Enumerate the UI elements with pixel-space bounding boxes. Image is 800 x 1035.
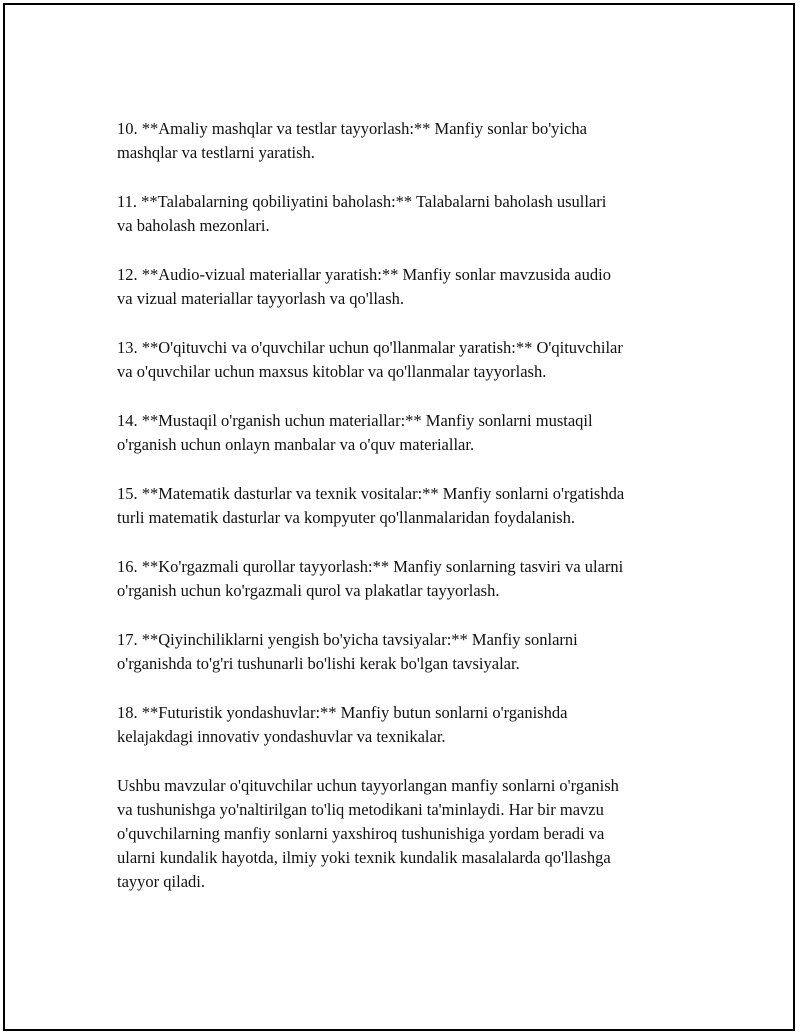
summary-paragraph: Ushbu mavzular o'qituvchilar uchun tayyorlangan manfiy sonlarni o'rganish va tushunishga yo'naltirilgan to'liq metodikani ta'minlaydi. Har bir mavzu o'quvchilarning manfiy sonlarni yaxshiroq tushunishiga yordam beradi va ularni kundalik hayotda, ilmiy yoki texnik kundalik masalalarda qo'llashga tayyor qiladi. — [117, 776, 619, 891]
list-item: 11. **Talabalarning qobiliyatini baholash:** Talabalarni baholash usullari va baholash mezonlari. — [117, 192, 607, 235]
document-body — [117, 117, 692, 894]
list-item: 14. **Mustaqil o'rganish uchun materiallar:** Manfiy sonlarni mustaqil o'rganish uchun onlayn manbalar va o'quv materiallar. — [117, 411, 593, 454]
list-item: 10. **Amaliy mashqlar va testlar tayyorlash:** Manfiy sonlar bo'yicha mashqlar va testlarni yaratish. — [117, 119, 587, 162]
list-item: 13. **O'qituvchi va o'quvchilar uchun qo'llanmalar yaratish:** O'qituvchilar va o'quvchilar uchun maxsus kitoblar va qo'llanmalar tayyorlash. — [117, 338, 623, 381]
list-item: 15. **Matematik dasturlar va texnik vositalar:** Manfiy sonlarni o'rgatishda turli matematik dasturlar va kompyuter qo'llanmalaridan foydalanish. — [117, 484, 625, 527]
list-item: 18. **Futuristik yondashuvlar:** Manfiy butun sonlarni o'rganishda kelajakdagi innovativ yondashuvlar va texnikalar. — [117, 703, 568, 746]
list-item: 12. **Audio-vizual materiallar yaratish:** Manfiy sonlar mavzusida audio va vizual materiallar tayyorlash va qo'llash. — [117, 265, 611, 308]
list-item: 17. **Qiyinchiliklarni yengish bo'yicha tavsiyalar:** Manfiy sonlarni o'rganishda to'g'ri tushunarli bo'lishi kerak bo'lgan tavsiyalar. — [117, 630, 578, 673]
list-item: 16. **Ko'rgazmali qurollar tayyorlash:** Manfiy sonlarning tasviri va ularni o'rganish uchun ko'rgazmali qurol va plakatlar tayyorlash. — [117, 557, 624, 600]
